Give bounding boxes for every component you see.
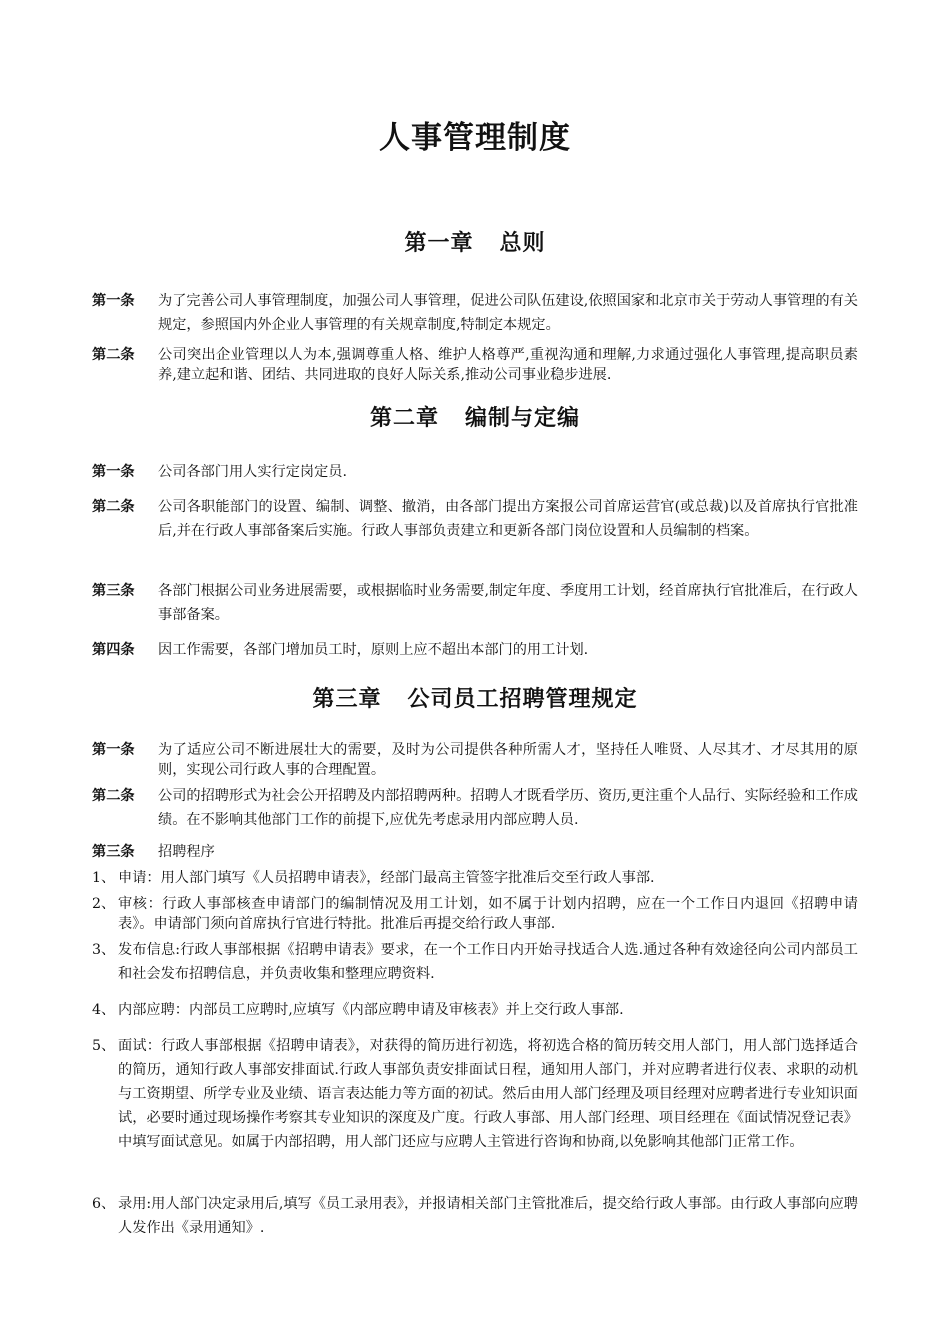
chapter-3-article-3 xyxy=(92,840,858,864)
step-number: 4、 xyxy=(92,1002,116,1018)
chapter-2-article-4 xyxy=(92,638,858,662)
step-text: 发布信息:行政人事部根据《招聘申请表》要求，在一个工作日内开始寻找适合人选.通过各种有效途径向公司内部员工和社会发布招聘信息，并负责收集和整理应聘资料. xyxy=(118,942,858,982)
chapter-3-name: 公司员工招聘管理规定 xyxy=(407,686,638,712)
step-text: 申请：用人部门填写《人员招聘申请表》，经部门最高主管签字批准后交至行政人事部. xyxy=(118,870,655,886)
article-label: 第一条 xyxy=(92,464,135,480)
recruitment-step-1 xyxy=(92,866,858,890)
chapter-2-article-1 xyxy=(92,460,858,484)
step-text: 内部应聘：内部员工应聘时,应填写《内部应聘申请及审核表》并上交行政人事部. xyxy=(118,1002,624,1018)
chapter-2-article-2 xyxy=(92,495,858,543)
article-text: 公司突出企业管理以人为本,强调尊重人格、维护人格尊严,重视沟通和理解,力求通过强化人事管理,提高职员素养,建立起和谐、团结、共同进取的良好人际关系,推动公司事业稳步进展. xyxy=(158,347,858,383)
article-text: 公司的招聘形式为社会公开招聘及内部招聘两种。招聘人才既看学历、资历,更注重个人品行、实际经验和工作成绩。在不影响其他部门工作的前提下,应优先考虑录用内部应聘人员. xyxy=(158,788,858,828)
chapter-2-name: 编制与定编 xyxy=(465,405,581,431)
article-label: 第二条 xyxy=(92,788,135,804)
article-label: 第二条 xyxy=(92,347,135,363)
step-number: 3、 xyxy=(92,942,116,958)
chapter-1-article-2 xyxy=(92,345,858,385)
article-text: 因工作需要，各部门增加员工时，原则上应不超出本部门的用工计划. xyxy=(158,642,589,658)
article-text: 招聘程序 xyxy=(158,844,215,860)
article-text: 公司各职能部门的设置、编制、调整、撤消，由各部门提出方案报公司首席运营官(或总裁)以及首席执行官批准后,并在行政人事部备案后实施。行政人事部负责建立和更新各部门岗位设置和人员编制的档案。 xyxy=(158,499,858,539)
article-label: 第四条 xyxy=(92,642,135,658)
article-label: 第二条 xyxy=(92,499,135,515)
chapter-3-heading xyxy=(0,682,950,713)
article-text: 各部门根据公司业务进展需要，或根据临时业务需要,制定年度、季度用工计划，经首席执行官批准后，在行政人事部备案。 xyxy=(158,583,858,623)
chapter-2-heading xyxy=(0,401,950,432)
step-text: 面试：行政人事部根据《招聘申请表》，对获得的简历进行初选，将初选合格的简历转交用人部门，用人部门选择适合的简历，通知行政人事部安排面试.行政人事部负责安排面试日程，通知用人部门，并对应聘者进行仪表、求职的动机与工资期望、所学专业及业绩、语言表达能力等方面的初试。然后由用人部门经理及项目经理对应聘者进行专业知识面试，必要时通过现场操作考察其专业知识的深度及广度。行政人事部、用人部门经理、项目经理在《面试情况登记表》中填写面试意见。如属于内部招聘，用人部门还应与应聘人主管进行咨询和协商,以免影响其他部门正常工作。 xyxy=(118,1038,858,1150)
article-label: 第一条 xyxy=(92,293,135,309)
article-label: 第三条 xyxy=(92,583,135,599)
article-text: 公司各部门用人实行定岗定员. xyxy=(158,464,347,480)
chapter-1-article-1 xyxy=(92,289,858,337)
document-title: 人事管理制度 xyxy=(379,120,571,156)
recruitment-step-6 xyxy=(92,1192,858,1240)
chapter-3-article-2 xyxy=(92,784,858,832)
recruitment-step-3 xyxy=(92,938,858,986)
article-text: 为了适应公司不断进展壮大的需要，及时为公司提供各种所需人才，坚持任人唯贤、人尽其才、才尽其用的原则，实现公司行政人事的合理配置。 xyxy=(158,742,858,778)
recruitment-step-2 xyxy=(92,894,858,934)
recruitment-step-4 xyxy=(92,998,858,1022)
article-label: 第三条 xyxy=(92,844,135,860)
chapter-1-label: 第一章 xyxy=(404,230,474,256)
recruitment-step-5 xyxy=(92,1034,858,1154)
chapter-3-label: 第三章 xyxy=(312,686,382,712)
step-number: 2、 xyxy=(92,896,116,912)
step-text: 审核：行政人事部核查申请部门的编制情况及用工计划，如不属于计划内招聘，应在一个工作日内退回《招聘申请表》。申请部门须向首席执行官进行特批。批准后再提交给行政人事部. xyxy=(118,896,858,932)
step-number: 6、 xyxy=(92,1196,116,1212)
chapter-1-heading xyxy=(0,226,950,257)
chapter-1-name: 总则 xyxy=(499,230,546,256)
step-number: 5、 xyxy=(92,1038,116,1054)
step-text: 录用:用人部门决定录用后,填写《员工录用表》，并报请相关部门主管批准后，提交给行政人事部。由行政人事部向应聘人发作出《录用通知》. xyxy=(118,1196,858,1236)
step-number: 1、 xyxy=(92,870,116,886)
chapter-2-article-3 xyxy=(92,579,858,627)
chapter-3-article-1 xyxy=(92,740,858,780)
article-label: 第一条 xyxy=(92,742,135,758)
chapter-2-label: 第二章 xyxy=(369,405,439,431)
article-text: 为了完善公司人事管理制度，加强公司人事管理，促进公司队伍建设,依照国家和北京市关于劳动人事管理的有关规定，参照国内外企业人事管理的有关规章制度,特制定本规定。 xyxy=(158,293,858,333)
